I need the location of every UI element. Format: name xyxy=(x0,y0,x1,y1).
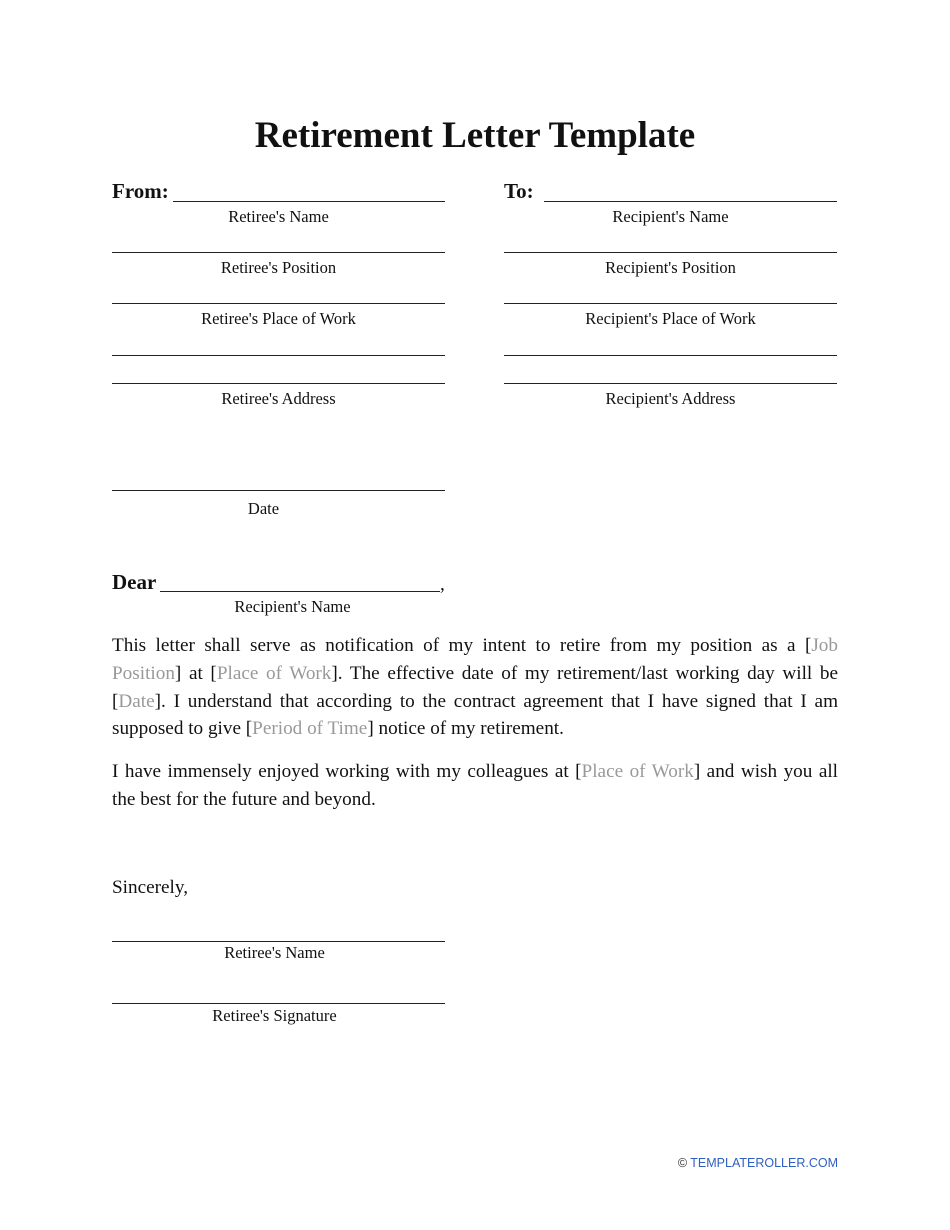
to-address-caption: Recipient's Address xyxy=(605,389,736,408)
closing: Sincerely, xyxy=(112,877,189,898)
signature-caption: Retiree's Signature xyxy=(212,1006,337,1025)
to-workplace-caption: Recipient's Place of Work xyxy=(585,309,756,328)
to-address-line-2[interactable] xyxy=(504,383,837,384)
from-position-line[interactable] xyxy=(112,252,445,253)
body-paragraph-2: I have immensely enjoyed working with my colleagues at [Place of Work] and wish you all the best for the future and beyond. xyxy=(112,761,838,810)
from-workplace-caption: Retiree's Place of Work xyxy=(201,309,356,328)
from-address-caption: Retiree's Address xyxy=(221,389,336,408)
from-address-line-2[interactable] xyxy=(112,383,445,384)
footer-brand-link[interactable]: TEMPLATEROLLER.COM xyxy=(690,1156,838,1170)
to-workplace-line[interactable] xyxy=(504,303,837,304)
placeholder-place-of-work[interactable]: Place of Work xyxy=(216,662,332,684)
to-position-caption: Recipient's Position xyxy=(605,258,736,277)
from-workplace-line[interactable] xyxy=(112,303,445,304)
copyright-symbol: © xyxy=(677,1156,688,1170)
to-name-caption: Recipient's Name xyxy=(612,207,729,226)
footer-credit xyxy=(678,1155,838,1171)
salutation-comma: , xyxy=(440,574,445,595)
placeholder-date[interactable]: Date xyxy=(118,690,155,712)
salutation-label: Dear xyxy=(112,570,157,594)
salutation-caption: Recipient's Name xyxy=(234,597,351,616)
from-position-caption: Retiree's Position xyxy=(220,258,337,277)
to-label: To: xyxy=(504,179,534,203)
placeholder-place-of-work-2[interactable]: Place of Work xyxy=(581,761,694,782)
from-name-caption: Retiree's Name xyxy=(228,207,329,226)
date-line[interactable] xyxy=(112,490,445,491)
date-caption: Date xyxy=(247,499,280,518)
page-title: Retirement Letter Template xyxy=(254,115,696,156)
to-address-line-1[interactable] xyxy=(504,355,837,356)
to-position-line[interactable] xyxy=(504,252,837,253)
placeholder-period-of-time[interactable]: Period of Time xyxy=(252,718,368,740)
signature-name-caption: Retiree's Name xyxy=(224,943,325,962)
to-name-line[interactable] xyxy=(544,201,837,202)
from-name-line[interactable] xyxy=(173,201,445,202)
from-address-line-1[interactable] xyxy=(112,355,445,356)
salutation-name-line[interactable] xyxy=(160,591,440,592)
placeholder-job-position[interactable]: Job Position xyxy=(112,635,838,684)
signature-line[interactable] xyxy=(112,1003,445,1004)
signature-name-line[interactable] xyxy=(112,941,445,942)
body-paragraph-1: This letter shall serve as notification of my intent to retire from my position as a [Job Position] at [Place of Work]. The effective date of my retirement/last working day will be [Date]. I understand that according to the contract agreement that I have signed that I am supposed to give [Period of Time] notice of my retirement. xyxy=(112,635,838,740)
from-label: From: xyxy=(112,179,169,203)
